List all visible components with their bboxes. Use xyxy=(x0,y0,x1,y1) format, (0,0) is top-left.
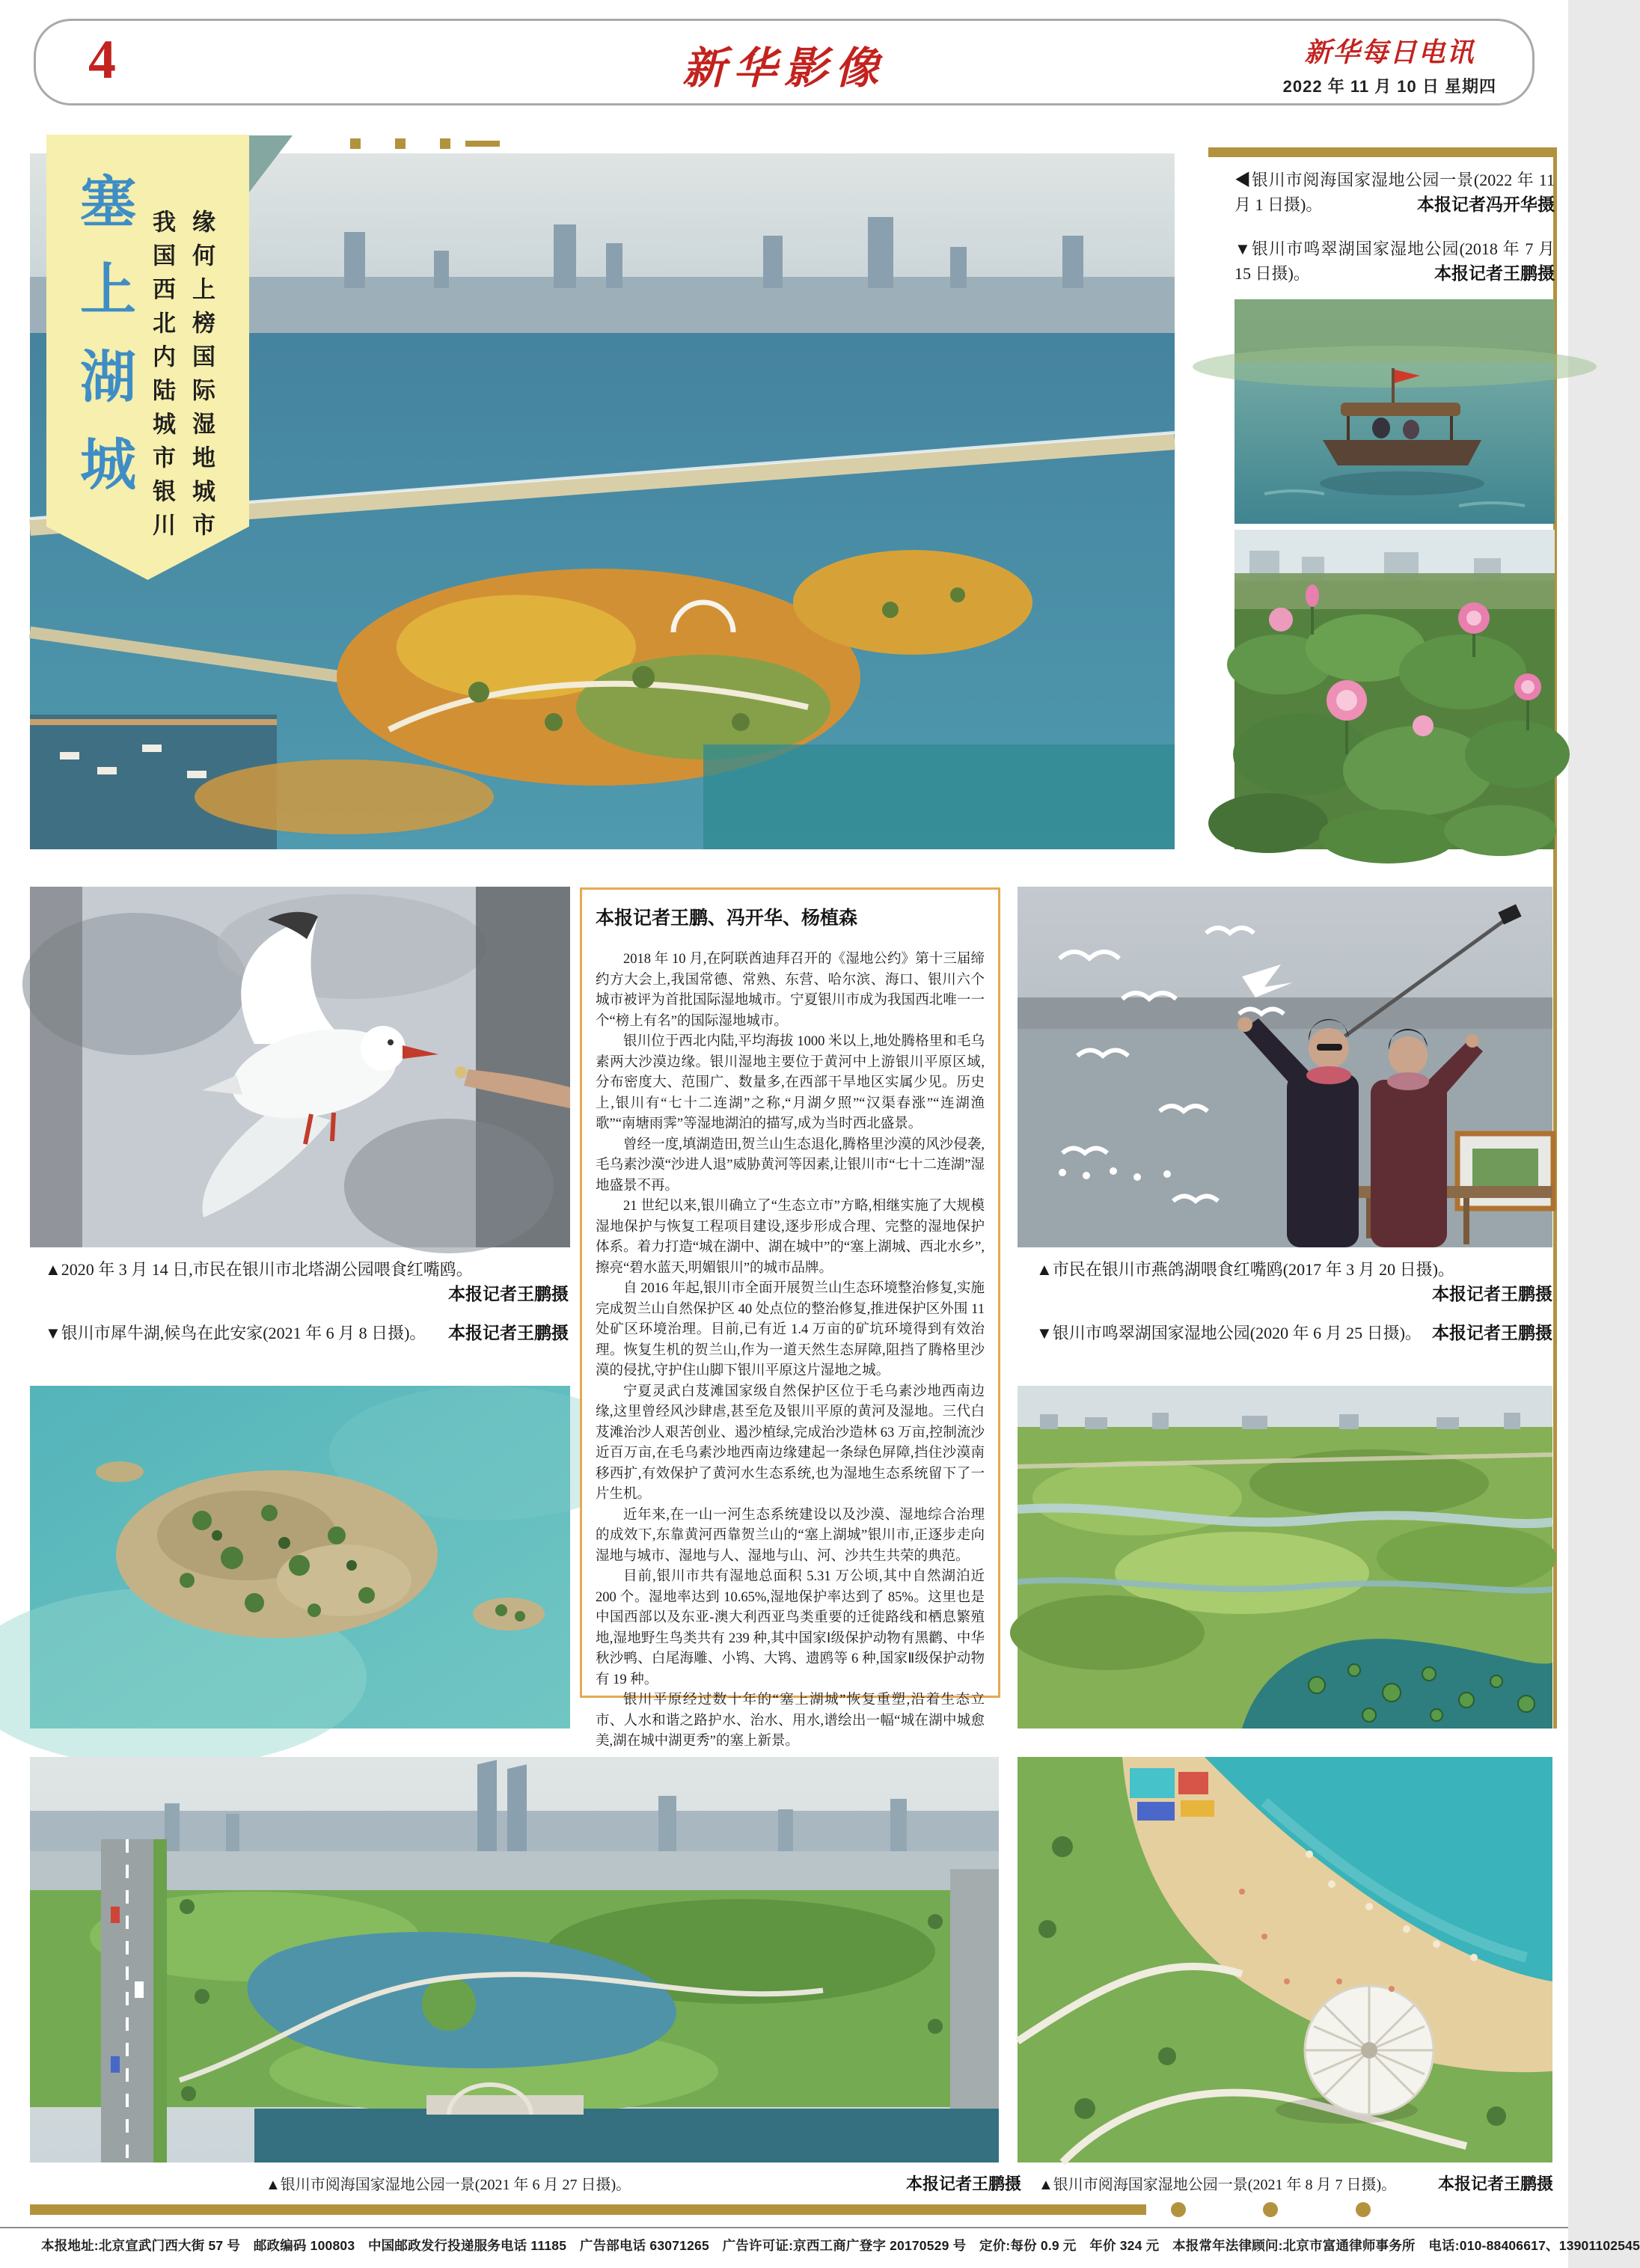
caption-bottom-left: ▲银川市阅海国家湿地公园一景(2021 年 6 月 27 日摄)。 本报记者王鹏摄 xyxy=(266,2171,1021,2195)
article-body xyxy=(580,887,1000,1749)
gold-dot-icon xyxy=(1263,2202,1278,2217)
photo-gull-feeding-closeup xyxy=(30,887,570,1247)
section-title: 新华影像 xyxy=(682,43,886,94)
gold-divider-bar xyxy=(30,2204,1146,2215)
caption-mingcui-wetland: ▼银川市鸣翠湖国家湿地公园(2020 年 6 月 25 日摄)。 本报记者王鹏摄 xyxy=(1036,1321,1552,1345)
photo-yuehai-park-city-aerial xyxy=(30,1757,999,2162)
photo-credit: 本报记者王鹏摄 xyxy=(1434,263,1555,283)
gold-divider-bar xyxy=(465,141,500,147)
photo-credit: 本报记者王鹏摄 xyxy=(1432,1284,1552,1303)
article-paragraph: 曾经一度,填湖造田,贺兰山生态退化,腾格里沙漠的风沙侵袭,毛乌素沙漠“沙进人退”威胁黄河等因素,让银川市“七十二连湖”湿地盛景不再。 xyxy=(596,1137,985,1193)
headline-subtitle-right: 缘何上榜国际湿地城市 xyxy=(189,210,215,546)
article-paragraph: 银川平原经过数十年的“塞上湖城”恢复重塑,沿着生态立市、人水和谐之路护水、治水、用水,谱绘出一幅“城在湖中城愈美,湖在城中湖更秀”的塞上新景。 xyxy=(596,1693,985,1749)
masthead-block xyxy=(1283,31,1496,97)
photo-credit: 本报记者王鹏摄 xyxy=(1437,2174,1553,2193)
photo-lotus-flowers xyxy=(1234,530,1555,849)
article-paragraph: 近年来,在一山一河生态系统建设以及沙漠、湿地综合治理的成效下,东靠黄河西靠贺兰山的“塞上湖城”银川市,正逐步走向湿地与城市、湿地与人、湿地与山、河、沙共生共荣的典范。 xyxy=(596,1507,985,1564)
photo-xiniu-lake-island-aerial xyxy=(30,1386,570,1728)
gold-dot-icon xyxy=(395,138,406,149)
issue-date: 2022 年 11 月 10 日 星期四 xyxy=(1282,77,1496,96)
caption-mingcui-lake: ▼银川市鸣翠湖国家湿地公园(2018 年 7 月 15 日摄)。 本报记者王鹏摄 xyxy=(1234,236,1555,286)
caption-xiniu-lake: ▼银川市犀牛湖,候鸟在此安家(2021 年 6 月 8 日摄)。 本报记者王鹏摄 xyxy=(45,1321,569,1345)
photo-credit: 本报记者王鹏摄 xyxy=(448,1323,569,1342)
photo-green-wetland-aerial xyxy=(1018,1386,1552,1728)
photo-credit: 本报记者王鹏摄 xyxy=(448,1284,569,1303)
gold-dot-icon xyxy=(440,138,450,149)
article-paragraph: 自 2016 年起,银川市全面开展贺兰山生态环境整治修复,实施完成贺兰山自然保护区 40 处点位的整治修复,推进保护区外围 11 处矿区环境治理。目前,已有近 1.4 万亩的矿坑环境得到有效治理。恢复生机的贺兰山,作为一道天然生态屏障,阻挡了腾格里沙漠的侵扰,守护住山脚下银川平原这片湿地之城。 xyxy=(596,1281,985,1378)
gold-dot-icon xyxy=(1356,2202,1371,2217)
caption-bottom-right: ▲银川市阅海国家湿地公园一景(2021 年 8 月 7 日摄)。 本报记者王鹏摄 xyxy=(1038,2171,1553,2195)
gold-dot-icon xyxy=(350,138,361,149)
headline-subtitle-left: 我国西北内陆城市银川 xyxy=(149,210,175,546)
article-paragraph: 银川位于西北内陆,平均海拔 1000 米以上,地处腾格里和毛乌素两大沙漠边缘。银川湿地主要位于黄河中上游银川平原区域,分布密度大、范围广、数量多,在西部干旱地区实属少见。历史上,银川有“七十二连湖”之称,“月湖夕照”“汉渠春涨”“连湖渔歌”“南塘雨霁”等湿地湖泊的描写,成为当时西北盛景。 xyxy=(596,1034,985,1131)
caption-yange-lake-feeding: ▲市民在银川市燕鸽湖喂食红嘴鸥(2017 年 3 月 20 日摄)。 本报记者王鹏摄 xyxy=(1036,1257,1552,1306)
article-paragraph: 21 世纪以来,银川确立了“生态立市”方略,相继实施了大规模湿地保护与恢复工程项目建设,逐步形成合理、完整的湿地保护体系。着力打造“城在湖中、湖在城中”的“塞上湖城、西北水乡”,擦亮“碧水蓝天,明媚银川”的城市品牌。 xyxy=(596,1199,985,1276)
article-paragraph: 目前,银川市共有湿地总面积 5.31 万公顷,其中自然湖泊近 200 个。湿地率达到 10.65%,湿地保护率达到了 85%。这里也是中国西部以及东亚-澳大利西亚鸟类重要的迁徙路线和栖息繁殖地,湿地野生鸟类共有 239 种,其中国家Ⅰ级保护动物有黑鹳、中华秋沙鸭、白尾海雕、小鸨、大鸨、遗鸥等 6 种,国家Ⅱ级保护动物有 19 种。 xyxy=(596,1569,985,1687)
page-number: 4 xyxy=(88,29,116,91)
gold-divider-bar xyxy=(1208,147,1557,157)
caption-beita-lake-feeding: ▲2020 年 3 月 14 日,市民在银川市北塔湖公园喂食红嘴鸥。 本报记者王鹏摄 xyxy=(45,1257,569,1306)
photo-credit: 本报记者王鹏摄 xyxy=(1432,1323,1552,1342)
photo-credit: 本报记者王鹏摄 xyxy=(905,2174,1021,2193)
photo-credit: 本报记者冯开华摄 xyxy=(1417,195,1555,214)
article-paragraph: 2018 年 10 月,在阿联酋迪拜召开的《湿地公约》第十三届缔约方大会上,我国常德、常熟、东营、哈尔滨、海口、银川六个城市被评为首批国际湿地城市。宁夏银川市成为我国西北唯一一个“榜上有名”的国际湿地城市。 xyxy=(596,952,985,1029)
masthead-logo: 新华每日电讯 xyxy=(1304,37,1475,68)
photo-beach-park-aerial xyxy=(1018,1757,1552,2162)
footer-divider xyxy=(0,2227,1568,2228)
photo-citizens-feeding-gulls xyxy=(1018,887,1552,1247)
article-paragraph: 宁夏灵武白芨滩国家级自然保护区位于毛乌素沙地西南边缘,这里曾经风沙肆虐,甚至危及银川平原的黄河及湿地。三代白芨滩治沙人艰苦创业、遏沙植绿,完成治沙造林 63 万亩,控制流沙近百万亩,在毛乌素沙地西南边缘建起一条绿色屏障,挡住沙漠南移西扩,有效保护了黄河水生态系统,也为湿地生态系统留下了一片生机。 xyxy=(596,1384,985,1502)
footer-imprint: 本报地址:北京宣武门西大街 57 号 邮政编码 100803 中国邮政发行投递服务电话 11185 广告部电话 63071265 广告许可证:京西工商广登字 20170529 号 定价:每份 0.9 元 年价 324 元 本报常年法律顾问:北京市富通律师事务所 电话:010-88406617、13901102545 xyxy=(41,2238,1640,2253)
gold-dot-icon xyxy=(1171,2202,1186,2217)
caption-yuehai-park: ◀银川市阅海国家湿地公园一景(2022 年 11 月 1 日摄)。 本报记者冯开华摄 xyxy=(1234,168,1555,217)
photo-boat-on-lake xyxy=(1234,299,1555,524)
headline-title: 塞上湖城 xyxy=(72,172,134,522)
page-header xyxy=(34,19,1535,106)
article-byline: 本报记者王鹏、冯开华、杨植森 xyxy=(596,908,858,929)
